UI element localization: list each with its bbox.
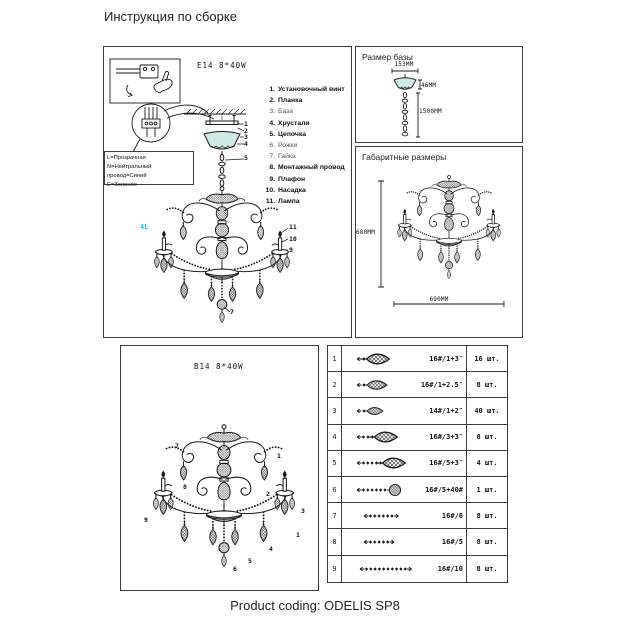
- callout: 5: [244, 154, 248, 162]
- parts-list: [262, 84, 352, 207]
- qty-label: 8 шт.: [476, 511, 498, 520]
- row-number: 7: [328, 503, 342, 528]
- bead-chain-icon: [358, 531, 436, 553]
- qty-label: 8 шт.: [476, 564, 498, 573]
- hand-terminal-inset-icon: [110, 59, 180, 103]
- qty-label: 16 шт.: [474, 354, 500, 363]
- product-coding: Product coding: ODELIS SP8: [230, 598, 400, 613]
- spec-label: 16#/1+3″: [429, 354, 463, 363]
- table-row: [328, 425, 507, 451]
- callout: 4: [269, 545, 273, 553]
- part-item: 6. Рожки: [269, 142, 298, 150]
- wiring-note: [104, 151, 194, 188]
- dim-153mm: 153MM: [394, 61, 414, 68]
- dim-46mm: 46MM: [421, 82, 437, 89]
- callout: 9: [144, 516, 148, 524]
- spec-label: 14#/1+2″: [429, 406, 463, 415]
- callout: 2: [244, 127, 248, 135]
- part-item: 11. Лампа: [265, 198, 300, 206]
- part-item: 1. Установочный винт: [269, 86, 345, 93]
- overall-size-title: Габаритные размеры: [362, 152, 447, 162]
- row-number: 4: [328, 425, 342, 450]
- part-item: 4. Хрустали: [269, 119, 310, 127]
- overall-size-drawing: [356, 147, 524, 339]
- part-item: 2. Планка: [269, 97, 303, 105]
- wiring-note-line: N=Нейтральный провод=Синий: [107, 163, 152, 179]
- callout: 2: [266, 490, 270, 498]
- bead-chain-icon: [354, 558, 432, 580]
- lamp-spec-bottom: B14 8*40W: [194, 362, 244, 371]
- dim-680mm: 680MM: [356, 229, 376, 236]
- callout: 3: [301, 507, 305, 515]
- table-row: [328, 398, 507, 424]
- row-number: 1: [328, 346, 342, 371]
- qty-label: 8 шт.: [476, 537, 498, 546]
- spec-label: 16#/10: [437, 564, 463, 573]
- base-size-title: Размер базы: [362, 52, 413, 62]
- crystal-pendant-icon: [351, 400, 429, 422]
- lamp-spec-top: E14 8*40W: [197, 61, 247, 70]
- spec-label: 16#/5: [441, 537, 463, 546]
- dim-1500mm: 1500MM: [419, 108, 442, 115]
- bead-chain-icon: [358, 505, 436, 527]
- spec-label: 16#/6: [441, 511, 463, 520]
- crystal-pendant-icon: [351, 348, 429, 370]
- callout: 6: [233, 565, 237, 573]
- part-item: 9. Плафон: [269, 175, 306, 183]
- wiring-note-line: E=Зеленое: [107, 181, 138, 188]
- qty-label: 40 шт.: [474, 406, 500, 415]
- part-item: 3. База: [269, 108, 294, 116]
- callout: 1: [296, 531, 300, 539]
- callout: 4: [244, 140, 248, 148]
- spec-label: 16#/1+2.5″: [420, 380, 463, 389]
- table-row: [328, 372, 507, 398]
- wiring-note-line: L=Прозрачная: [107, 155, 146, 161]
- callout: 1: [244, 120, 248, 128]
- overall-size-panel: [355, 146, 523, 338]
- cyan-stamp: 4L: [140, 223, 149, 231]
- row-number: 5: [328, 451, 342, 476]
- callout: 3: [244, 133, 248, 141]
- part-item: 10. Насадка: [265, 186, 306, 194]
- callout: 10: [289, 235, 297, 243]
- callout: 1: [277, 452, 281, 460]
- callout: 9: [289, 246, 293, 254]
- part-item: 8. Монтажный провод: [269, 164, 345, 172]
- spec-label: 16#/3+3″: [429, 433, 463, 442]
- qty-label: 4 шт.: [476, 459, 498, 468]
- part-item: 5. Цепочка: [269, 130, 307, 138]
- callout: 11: [289, 223, 297, 231]
- row-number: 6: [328, 477, 342, 502]
- table-row: [328, 556, 507, 582]
- crystal-table: [327, 345, 508, 583]
- ball-pendant-icon: [351, 479, 429, 501]
- callout: 7: [230, 308, 234, 316]
- table-row: [328, 529, 507, 555]
- dim-690mm: 690MM: [429, 296, 449, 303]
- row-number: 3: [328, 398, 342, 423]
- callout: 8: [183, 483, 187, 491]
- wiring-circle-inset-icon: [132, 104, 214, 152]
- chandelier-drawing: [398, 176, 501, 279]
- spec-label: 16#/5+3″: [429, 459, 463, 468]
- crystal-pendant-icon: [351, 374, 429, 396]
- qty-label: 8 шт.: [476, 380, 498, 389]
- callout: 5: [248, 557, 252, 565]
- table-row: [328, 503, 507, 529]
- qty-label: 8 шт.: [476, 433, 498, 442]
- crystal-pendant-icon: [351, 426, 429, 448]
- qty-label: 1 шт.: [476, 485, 498, 494]
- parts-drawing: [121, 346, 320, 592]
- table-row: [328, 477, 507, 503]
- part-item: 7. Гайка: [269, 153, 296, 161]
- spec-label: 16#/5+40#: [425, 485, 463, 494]
- callout: 7: [175, 442, 179, 450]
- table-row: [328, 451, 507, 477]
- page-title: Инструкция по сборке: [104, 9, 237, 24]
- row-number: 2: [328, 372, 342, 397]
- crystal-pendant-icon: [351, 452, 429, 474]
- row-number: 9: [328, 556, 342, 582]
- row-number: 8: [328, 529, 342, 554]
- table-row: [328, 346, 507, 372]
- parts-panel: [120, 345, 319, 591]
